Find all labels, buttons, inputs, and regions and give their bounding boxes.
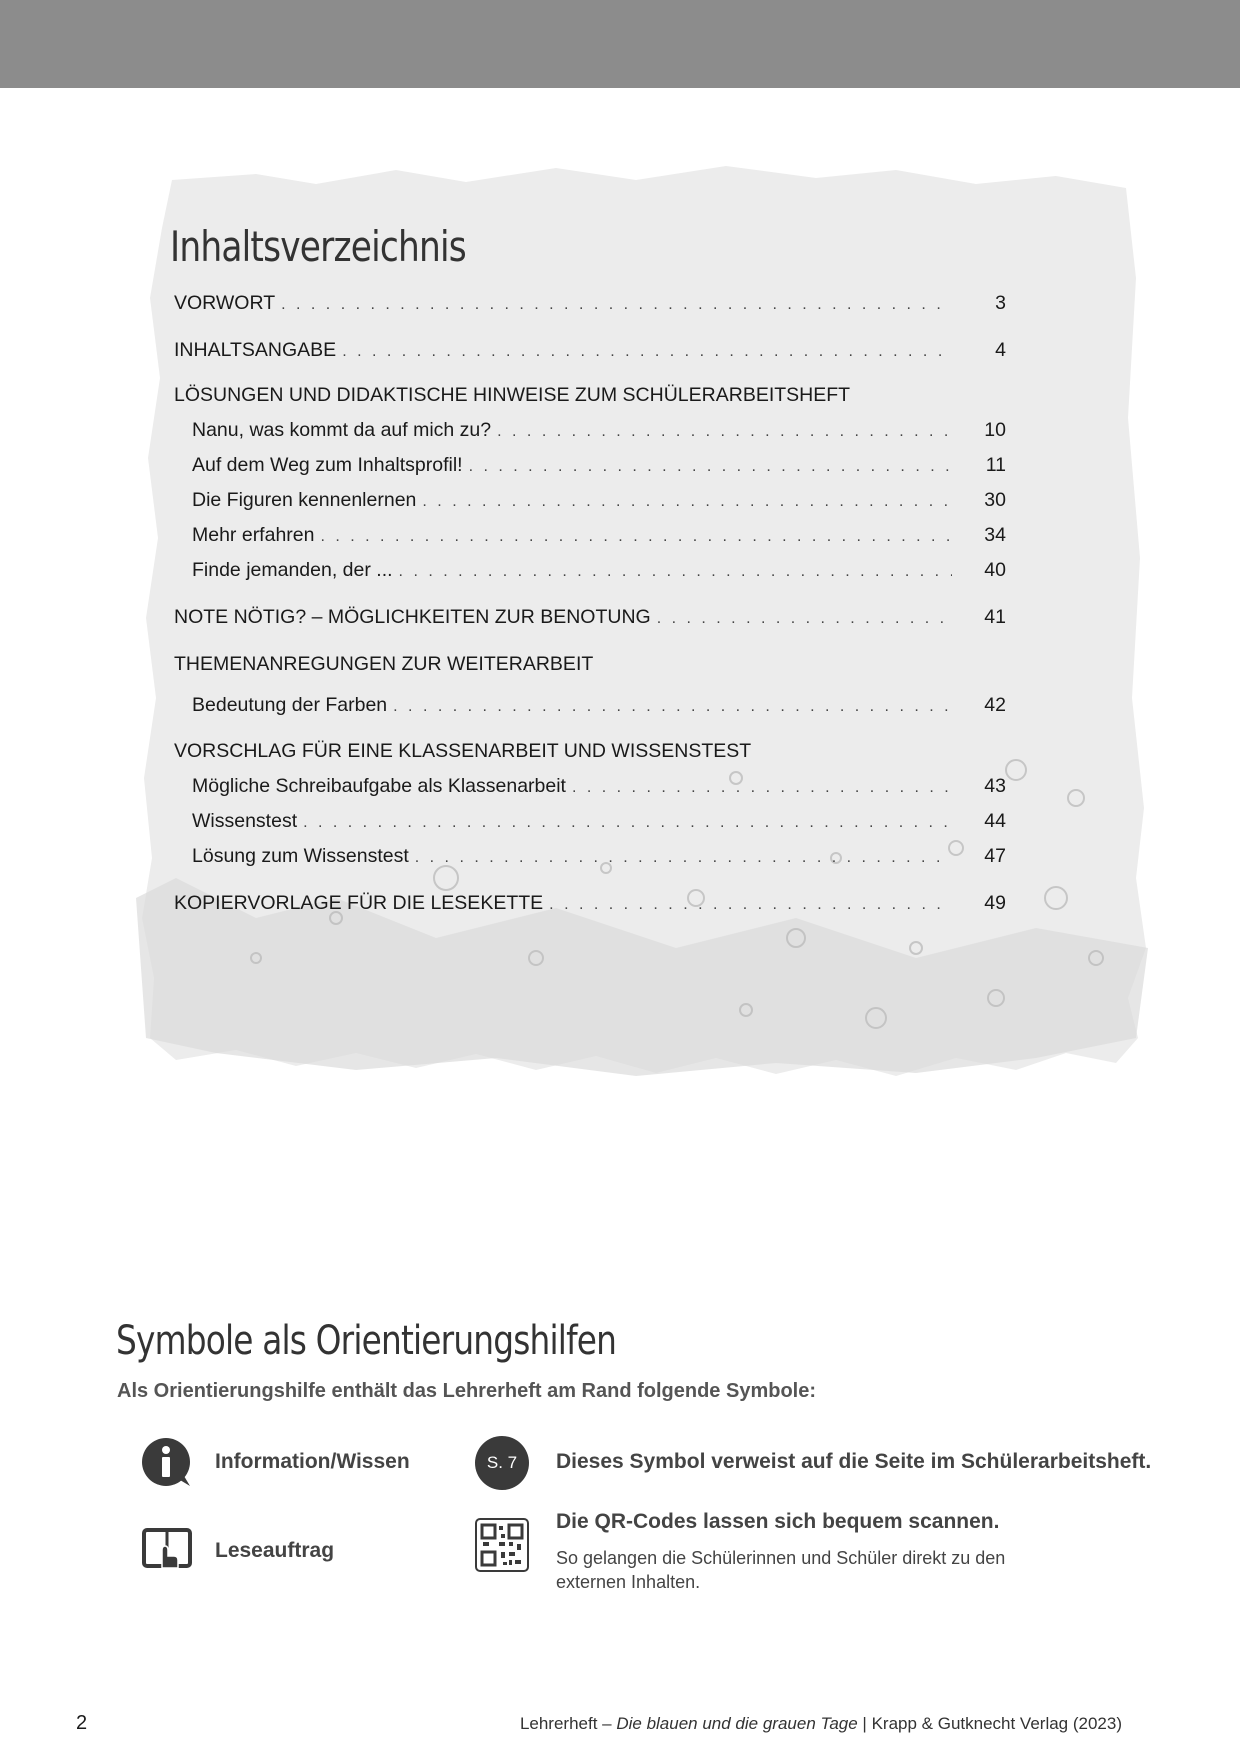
toc-section-heading: LÖSUNGEN UND DIDAKTISCHE HINWEISE ZUM SCHÜLERARBEITSHEFT	[174, 384, 851, 406]
toc-entry-loesung-wissenstest[interactable]	[192, 843, 1006, 871]
toc-title: Inhaltsverzeichnis	[170, 222, 466, 271]
toc-entry-label: Auf dem Weg zum Inhaltsprofil!	[192, 454, 463, 476]
toc-entry-label: Mögliche Schreibaufgabe als Klassenarbeit	[192, 775, 566, 797]
toc-entry-lesekette[interactable]	[174, 890, 1006, 918]
toc-entry-label: Die Figuren kennenlernen	[192, 489, 417, 511]
toc-entry-wissenstest[interactable]	[192, 808, 1006, 836]
toc-entry-page: 11	[985, 454, 1006, 476]
qr-description: So gelangen die Schülerinnen und Schüler direkt zu den externen Inhalten.	[556, 1548, 1006, 1592]
book-hand-icon	[142, 1522, 192, 1572]
leader-dots	[303, 810, 952, 836]
toc-entry-benotung[interactable]	[174, 604, 1006, 632]
toc-entry-farben[interactable]	[192, 692, 1006, 720]
toc-entry-inhaltsprofil[interactable]	[192, 452, 1006, 480]
read-label: Leseauftrag	[215, 1539, 335, 1562]
page-number: 2	[76, 1712, 88, 1734]
toc-entry-page: 4	[995, 339, 1006, 361]
toc-entry-page: 30	[984, 489, 1006, 511]
toc-entry-page: 47	[984, 845, 1006, 867]
toc-entry-inhaltsangabe[interactable]	[174, 337, 1006, 365]
toc-section-heading: VORSCHLAG FÜR EINE KLASSENARBEIT UND WISSENSTEST	[174, 740, 752, 762]
leader-dots	[572, 775, 952, 801]
leader-dots	[342, 339, 952, 365]
toc-entry-label: Bedeutung der Farben	[192, 694, 388, 716]
footer-citation	[520, 1714, 1122, 1734]
toc-entry-label: KOPIERVORLAGE FÜR DIE LESEKETTE	[174, 892, 544, 914]
leader-dots	[399, 559, 952, 585]
toc-section-heading: THEMENANREGUNGEN ZUR WEITERARBEIT	[174, 653, 594, 675]
leader-dots	[422, 489, 952, 515]
toc-entry-nanu[interactable]	[192, 417, 1006, 445]
toc-entry-label: INHALTSANGABE	[174, 339, 337, 361]
toc-entry-page: 34	[984, 524, 1006, 546]
toc-entry-label: Wissenstest	[192, 810, 298, 832]
toc-entry-page: 3	[995, 292, 1006, 314]
qr-code-icon	[475, 1518, 529, 1572]
leader-dots	[469, 454, 952, 480]
toc-entry-page: 49	[984, 892, 1006, 914]
top-bar	[0, 0, 1240, 88]
leader-dots	[415, 845, 952, 871]
toc-entry-vorwort[interactable]	[174, 290, 1006, 318]
toc-entry-label: Finde jemanden, der ...	[192, 559, 393, 581]
toc-entry-page: 40	[984, 559, 1006, 581]
toc-entry-label: VORWORT	[174, 292, 276, 314]
leader-dots	[497, 419, 952, 445]
toc-entry-page: 10	[984, 419, 1006, 441]
leader-dots	[393, 694, 952, 720]
toc-entry-figuren[interactable]	[192, 487, 1006, 515]
leader-dots	[320, 524, 952, 550]
page-reference-label: Dieses Symbol verweist auf die Seite im Schülerarbeitsheft.	[556, 1450, 1152, 1473]
info-label: Information/Wissen	[215, 1450, 410, 1473]
toc-entry-page: 44	[984, 810, 1006, 832]
toc-entry-page: 43	[984, 775, 1006, 797]
info-icon	[140, 1436, 192, 1488]
leader-dots	[281, 292, 952, 318]
toc-entry-label: NOTE NÖTIG? – MÖGLICHKEITEN ZUR BENOTUNG	[174, 606, 651, 628]
footer-prefix: Lehrerheft –	[519, 1714, 617, 1733]
toc-entry-label: Lösung zum Wissenstest	[192, 845, 409, 867]
toc-entry-schreibaufgabe[interactable]	[192, 773, 1006, 801]
toc-entry-page: 42	[984, 694, 1006, 716]
page-reference-badge: S. 7	[475, 1436, 529, 1490]
symbols-intro: Als Orientierungshilfe enthält das Lehrerheft am Rand folgende Symbole:	[117, 1380, 817, 1402]
toc-entry-page: 41	[984, 606, 1006, 628]
leader-dots	[549, 892, 952, 918]
symbols-title: Symbole als Orientierungshilfen	[116, 1318, 617, 1364]
leader-dots	[657, 606, 952, 632]
qr-label: Die QR-Codes lassen sich bequem scannen.	[556, 1510, 1000, 1533]
footer-book-title: Die blauen und die grauen Tage	[616, 1714, 858, 1733]
footer-suffix: | Krapp & Gutknecht Verlag (2023)	[857, 1714, 1122, 1733]
toc-entry-label: Nanu, was kommt da auf mich zu?	[192, 419, 492, 441]
toc-entry-label: Mehr erfahren	[192, 524, 315, 546]
toc-entry-mehr-erfahren[interactable]	[192, 522, 1006, 550]
toc-entry-finde-jemanden[interactable]	[192, 557, 1006, 585]
